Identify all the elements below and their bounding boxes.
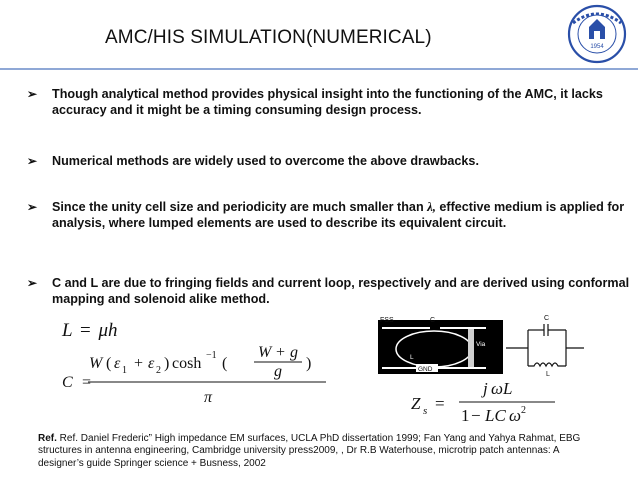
svg-text:ω: ω [491, 379, 504, 398]
bullet-2 [27, 153, 632, 169]
bullet-3-text [52, 199, 632, 231]
svg-text:+: + [276, 344, 286, 361]
svg-text:j: j [483, 379, 488, 398]
svg-text:π: π [204, 389, 213, 406]
equation-capacitance [58, 338, 338, 408]
svg-text:(: ( [222, 355, 228, 372]
svg-text:): ) [306, 355, 312, 372]
svg-text:ε: ε [148, 355, 155, 372]
svg-text:1: 1 [122, 365, 127, 376]
svg-text:C: C [62, 374, 73, 391]
university-seal-logo [563, 3, 631, 65]
bullet-1 [27, 86, 632, 118]
svg-text:2: 2 [156, 365, 161, 376]
bullet-arrow-icon: ➢ [27, 154, 38, 168]
svg-text:−: − [471, 406, 481, 425]
equivalent-circuit-figure [378, 312, 588, 378]
bullet-arrow-icon: ➢ [27, 276, 38, 290]
via-label: Via [476, 341, 486, 348]
svg-text:=: = [435, 394, 445, 413]
svg-text:(: ( [106, 355, 112, 372]
bullet-3-text-after: effective medium is applied for analysis, where lumped elements are used to describe its equivalent circuit. [52, 200, 625, 230]
bullet-3 [27, 199, 632, 231]
svg-text:cosh: cosh [172, 355, 202, 372]
bullet-2-text: Numerical methods are widely used to overcome the above drawbacks. [52, 154, 479, 168]
lambda-symbol: λ, [427, 200, 436, 214]
fss-label: FSS [380, 317, 394, 324]
cap-label-right: C [544, 315, 550, 322]
svg-text:s: s [423, 405, 428, 417]
bullet-3-text-before: Since the unity cell size and periodicity are much smaller than [52, 200, 424, 214]
references-text: Ref. Daniel Frederic” High impedance EM surfaces, UCLA PhD dissertation 1999; Fan Yang and Yahya Rahmat, EBG structures in antenna engineering, Cambridge university press2009, , Dr R.B Waterhouse, microtrip patch antennas: A designer’s guide Springer science + Busness, 2002 [38, 433, 581, 469]
svg-text:g: g [274, 363, 282, 380]
svg-text:−1: −1 [206, 350, 217, 361]
references [38, 433, 598, 470]
svg-text:W: W [89, 355, 103, 372]
svg-text:): ) [164, 355, 170, 372]
bullet-arrow-icon: ➢ [27, 87, 38, 101]
svg-text:LC: LC [485, 406, 506, 425]
svg-text:Z: Z [411, 394, 421, 413]
svg-text:=: = [82, 374, 92, 391]
bullet-4-text: C and L are due to fringing fields and current loop, respectively and are derived using conformal mapping and solenoid alike method. [52, 276, 630, 306]
references-label: Ref. [38, 433, 57, 444]
svg-text:+: + [134, 355, 144, 372]
cap-label-left: C [430, 317, 436, 324]
inductor-label-right: L [546, 371, 550, 378]
svg-text:2: 2 [521, 405, 526, 416]
svg-text:ε: ε [114, 355, 121, 372]
svg-text:ω: ω [509, 406, 522, 425]
title-divider [0, 68, 638, 70]
bullet-1-text: Though analytical method provides physical insight into the functioning of the AMC, it lacks accuracy and it might be a timing consuming design process. [52, 87, 603, 117]
svg-text:L: L [503, 379, 513, 398]
gnd-label: GND [418, 366, 433, 373]
bullet-arrow-icon: ➢ [27, 200, 38, 214]
svg-text:1: 1 [461, 406, 470, 425]
bullet-4 [27, 275, 632, 307]
inductor-label-left: L [410, 354, 414, 361]
svg-text:W: W [258, 344, 272, 361]
svg-text:g: g [290, 344, 298, 361]
equation-inductance: L = μh [62, 320, 118, 341]
equation-surface-impedance [405, 376, 575, 426]
slide-title: AMC/HIS SIMULATION(NUMERICAL) [105, 27, 432, 48]
logo-year: 1954 [590, 44, 604, 50]
